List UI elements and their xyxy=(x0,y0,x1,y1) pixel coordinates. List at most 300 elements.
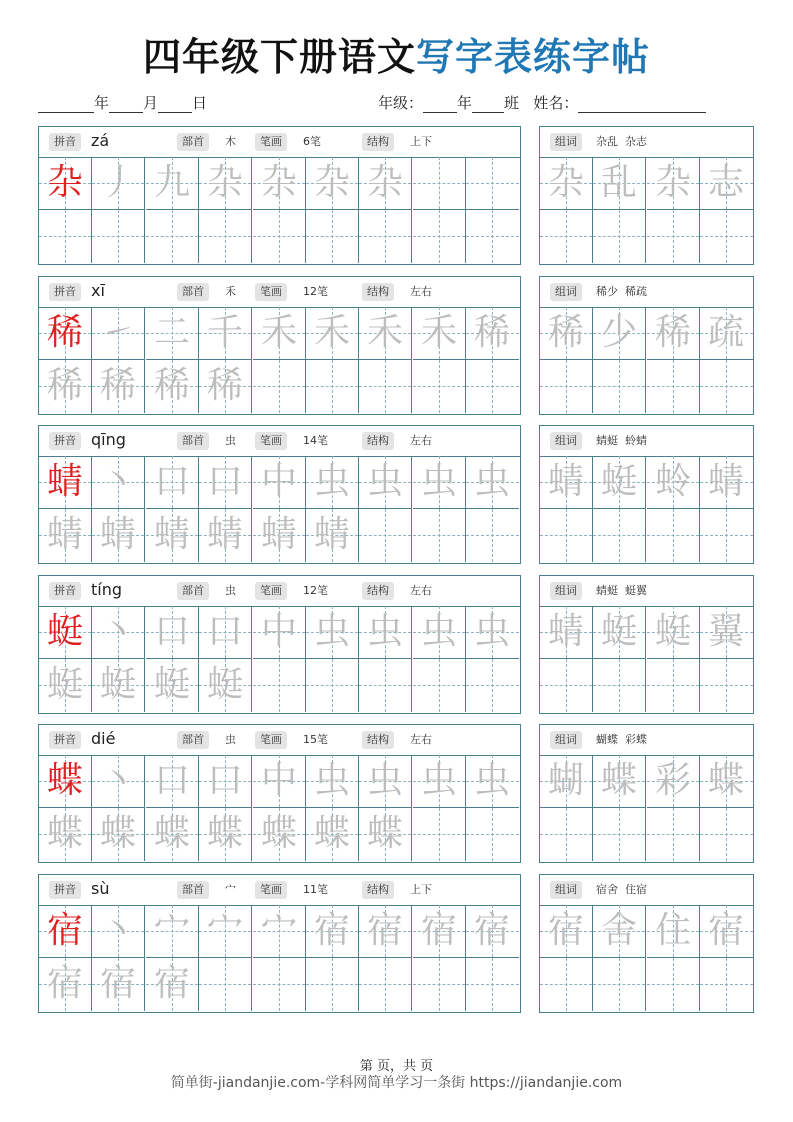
grid-cell[interactable] xyxy=(92,659,145,712)
grid-cell[interactable] xyxy=(146,905,199,958)
grid-cell[interactable] xyxy=(253,456,306,509)
grid-cell[interactable] xyxy=(306,606,359,659)
grid-guide-vertical xyxy=(566,360,567,413)
stroke-order-char: 虫 xyxy=(366,760,403,801)
grid-cell[interactable] xyxy=(647,456,700,509)
stroke-order-char: 蝶 xyxy=(313,813,350,854)
grid-cell[interactable] xyxy=(199,307,252,360)
stroke-order-char: 宀 xyxy=(260,910,297,951)
grid-cell[interactable] xyxy=(92,905,145,958)
grid-cell[interactable] xyxy=(466,755,519,808)
grid-cell[interactable] xyxy=(146,606,199,659)
grid-cell[interactable] xyxy=(593,509,646,562)
grid-cell[interactable] xyxy=(359,958,412,1011)
grid-cell[interactable] xyxy=(466,360,519,413)
grid-cell[interactable] xyxy=(647,360,700,413)
grid-cell[interactable] xyxy=(359,210,412,263)
grid-cell[interactable] xyxy=(359,509,412,562)
grid-cell[interactable] xyxy=(647,755,700,808)
stroke-order-char xyxy=(92,210,144,262)
radical-value: 宀 xyxy=(225,883,236,896)
card-header xyxy=(39,875,520,906)
grid-cell[interactable] xyxy=(39,360,92,413)
grid-cell[interactable] xyxy=(253,958,306,1011)
grid-cell[interactable] xyxy=(92,210,145,263)
char-card xyxy=(38,425,521,564)
grid-cell[interactable] xyxy=(253,307,306,360)
word-char: 宿 xyxy=(707,910,744,951)
strokes-tag: 笔画 xyxy=(255,881,287,899)
grid-cell[interactable] xyxy=(466,157,519,210)
stroke-order-char: 蝶 xyxy=(260,813,297,854)
grid-cell[interactable] xyxy=(700,755,753,808)
radical-tag: 部首 xyxy=(177,582,209,600)
student-line xyxy=(378,92,706,113)
grid-cell[interactable] xyxy=(700,307,753,360)
stroke-order-char: 宿 xyxy=(420,910,457,951)
word-char: 杂 xyxy=(654,162,691,203)
grid-cell[interactable] xyxy=(359,307,412,360)
grid-cell[interactable] xyxy=(466,307,519,360)
radical-value: 木 xyxy=(225,135,236,148)
grid-guide-vertical xyxy=(726,509,727,562)
grid-cell[interactable] xyxy=(647,905,700,958)
grid-cell[interactable] xyxy=(306,659,359,712)
grid-cell[interactable] xyxy=(593,210,646,263)
words-tag: 组词 xyxy=(550,283,582,301)
stroke-order-char: 蜓 xyxy=(99,664,136,705)
stroke-order-char: 虫 xyxy=(420,760,457,801)
grid-cell[interactable] xyxy=(92,307,145,360)
strokes-value: 14笔 xyxy=(303,434,328,447)
grid-cell[interactable] xyxy=(700,808,753,861)
grid-cell[interactable] xyxy=(359,905,412,958)
class-label: 班 xyxy=(504,94,520,112)
stroke-order-char: 禾 xyxy=(260,312,297,353)
grid-guide-vertical xyxy=(619,509,620,562)
structure-value: 上下 xyxy=(410,135,432,148)
grid-cell[interactable] xyxy=(92,808,145,861)
grid-cell[interactable] xyxy=(466,606,519,659)
stroke-order-char: 宿 xyxy=(313,910,350,951)
model-char: 稀 xyxy=(46,312,83,353)
grid-cell[interactable] xyxy=(540,808,593,861)
grid-guide-vertical xyxy=(566,958,567,1011)
strokes-value: 11笔 xyxy=(303,883,328,896)
grid-cell[interactable] xyxy=(39,755,92,808)
grid-cell[interactable] xyxy=(146,360,199,413)
grid-cell[interactable] xyxy=(413,509,466,562)
stroke-order-char: 蜓 xyxy=(206,664,243,705)
stroke-order-char xyxy=(466,509,518,561)
grid-cell[interactable] xyxy=(413,307,466,360)
grid-cell[interactable] xyxy=(306,157,359,210)
grid-cell[interactable] xyxy=(466,456,519,509)
grid-cell[interactable] xyxy=(306,808,359,861)
grid-cell[interactable] xyxy=(253,509,306,562)
grid-cell[interactable] xyxy=(199,360,252,413)
model-char: 宿 xyxy=(46,910,83,951)
stroke-order-char: 稀 xyxy=(46,365,83,406)
card-header xyxy=(39,127,520,158)
grid-cell[interactable] xyxy=(359,456,412,509)
stroke-order-char: 稀 xyxy=(473,312,510,353)
words-value: 蝴蝶 彩蝶 xyxy=(596,733,647,746)
grid-cell[interactable] xyxy=(306,360,359,413)
pinyin-tag: 拼音 xyxy=(49,432,81,450)
grid-cell[interactable] xyxy=(466,905,519,958)
grid-cell[interactable] xyxy=(700,606,753,659)
words-value: 蜻蜓 蛉蜻 xyxy=(596,434,647,447)
grid-cell[interactable] xyxy=(146,307,199,360)
stroke-order-char: 杂 xyxy=(366,162,403,203)
radical-tag: 部首 xyxy=(177,432,209,450)
stroke-order-char: 丶 xyxy=(99,910,136,951)
words-tag: 组词 xyxy=(550,582,582,600)
structure-tag: 结构 xyxy=(362,582,394,600)
class-blank[interactable] xyxy=(472,98,504,113)
grid-cell[interactable] xyxy=(593,456,646,509)
grid-cell[interactable] xyxy=(146,157,199,210)
stroke-order-char xyxy=(359,210,411,262)
grid-cell[interactable] xyxy=(413,157,466,210)
stroke-order-char: 蝶 xyxy=(99,813,136,854)
grid-cell[interactable] xyxy=(92,509,145,562)
pinyin-tag: 拼音 xyxy=(49,731,81,749)
grid-cell[interactable] xyxy=(700,360,753,413)
stroke-order-char xyxy=(359,958,411,1010)
grid-cell[interactable] xyxy=(39,157,92,210)
stroke-order-char: 稀 xyxy=(206,365,243,406)
grid-cell[interactable] xyxy=(39,606,92,659)
stroke-order-char: 虫 xyxy=(366,611,403,652)
grid-cell[interactable] xyxy=(413,808,466,861)
name-label: 姓名： xyxy=(533,94,579,112)
grid-guide-vertical xyxy=(566,659,567,712)
grid-cell[interactable] xyxy=(199,456,252,509)
grid-cell[interactable] xyxy=(146,509,199,562)
grid-cell[interactable] xyxy=(413,456,466,509)
strokes-value: 6笔 xyxy=(303,135,321,148)
stroke-order-char: 杂 xyxy=(260,162,297,203)
stroke-order-char xyxy=(199,958,251,1010)
grid-cell[interactable] xyxy=(413,958,466,1011)
grid-cell[interactable] xyxy=(413,905,466,958)
grid-cell[interactable] xyxy=(39,659,92,712)
grid-cell[interactable] xyxy=(540,905,593,958)
grid-cell[interactable] xyxy=(306,307,359,360)
grid-cell[interactable] xyxy=(306,210,359,263)
grid-cell[interactable] xyxy=(540,958,593,1011)
grid-cell[interactable] xyxy=(199,755,252,808)
grid-cell[interactable] xyxy=(540,659,593,712)
stroke-order-char: 宀 xyxy=(206,910,243,951)
structure-value: 上下 xyxy=(410,883,432,896)
grid-cell[interactable] xyxy=(146,755,199,808)
words-value: 蜻蜓 蜓翼 xyxy=(596,584,647,597)
grid-cell[interactable] xyxy=(199,905,252,958)
grid-cell[interactable] xyxy=(466,958,519,1011)
words-tag: 组词 xyxy=(550,881,582,899)
grid-cell[interactable] xyxy=(413,360,466,413)
grid-cell[interactable] xyxy=(540,157,593,210)
char-card xyxy=(38,276,521,415)
structure-value: 左右 xyxy=(410,434,432,447)
model-char: 杂 xyxy=(46,162,83,203)
grid-cell[interactable] xyxy=(700,157,753,210)
grid-cell[interactable] xyxy=(359,659,412,712)
word-char: 志 xyxy=(707,162,744,203)
words-value: 稀少 稀疏 xyxy=(596,285,647,298)
grid-cell[interactable] xyxy=(199,157,252,210)
grid-cell[interactable] xyxy=(92,958,145,1011)
grid-guide-vertical xyxy=(673,360,674,413)
stroke-order-char: 中 xyxy=(260,461,297,502)
grid-cell[interactable] xyxy=(647,659,700,712)
grid-cell[interactable] xyxy=(92,456,145,509)
grid-cell[interactable] xyxy=(92,755,145,808)
grid-guide-vertical xyxy=(673,958,674,1011)
grid-cell[interactable] xyxy=(540,210,593,263)
grid-cell[interactable] xyxy=(466,509,519,562)
word-char: 乱 xyxy=(600,162,637,203)
stroke-order-char: 口 xyxy=(206,461,243,502)
stroke-order-char xyxy=(466,958,518,1010)
grid-cell[interactable] xyxy=(92,157,145,210)
words-card xyxy=(539,276,754,415)
grid-cell[interactable] xyxy=(540,509,593,562)
words-tag: 组词 xyxy=(550,731,582,749)
grid-cell[interactable] xyxy=(253,755,306,808)
word-char: 稀 xyxy=(654,312,691,353)
grid-guide-vertical xyxy=(673,659,674,712)
grade-label: 年级： xyxy=(378,94,424,112)
grid-cell[interactable] xyxy=(540,307,593,360)
grid-cell[interactable] xyxy=(306,905,359,958)
stroke-order-char: ㇀ xyxy=(99,312,136,353)
grid-cell[interactable] xyxy=(199,958,252,1011)
stroke-order-char xyxy=(466,210,518,262)
grid-cell[interactable] xyxy=(593,606,646,659)
grid-cell[interactable] xyxy=(700,905,753,958)
grid-cell[interactable] xyxy=(647,808,700,861)
stroke-order-char xyxy=(413,360,465,412)
date-line xyxy=(38,92,207,113)
grid-cell[interactable] xyxy=(700,456,753,509)
grid-cell[interactable] xyxy=(593,157,646,210)
grid-cell[interactable] xyxy=(146,659,199,712)
grid-cell[interactable] xyxy=(593,958,646,1011)
grid-cell[interactable] xyxy=(39,456,92,509)
grid-cell[interactable] xyxy=(146,808,199,861)
grid-cell[interactable] xyxy=(593,905,646,958)
grid-cell[interactable] xyxy=(39,210,92,263)
word-char: 舍 xyxy=(600,910,637,951)
stroke-order-char: 宿 xyxy=(153,963,190,1004)
stroke-order-char: 口 xyxy=(153,461,190,502)
grid-cell[interactable] xyxy=(253,360,306,413)
stroke-order-char xyxy=(253,360,305,412)
grid-cell[interactable] xyxy=(92,360,145,413)
grid-cell[interactable] xyxy=(199,606,252,659)
stroke-order-char: 千 xyxy=(206,312,243,353)
word-char: 稀 xyxy=(547,312,584,353)
words-value: 宿舍 住宿 xyxy=(596,883,647,896)
page-number: 第 页，共 页 xyxy=(359,1059,434,1074)
grid-cell[interactable] xyxy=(700,958,753,1011)
grid-cell[interactable] xyxy=(359,755,412,808)
stroke-order-char: 虫 xyxy=(473,461,510,502)
year-blank[interactable] xyxy=(38,98,94,113)
stroke-order-char xyxy=(413,659,465,711)
words-card xyxy=(539,575,754,714)
grid-cell[interactable] xyxy=(39,958,92,1011)
grid-cell[interactable] xyxy=(593,307,646,360)
grid-cell[interactable] xyxy=(647,958,700,1011)
grid-cell[interactable] xyxy=(466,210,519,263)
grid-cell[interactable] xyxy=(199,808,252,861)
grid-cell[interactable] xyxy=(253,808,306,861)
stroke-order-char: 宿 xyxy=(99,963,136,1004)
name-blank[interactable] xyxy=(578,98,706,113)
pinyin-value: sù xyxy=(91,879,110,898)
grid-guide-vertical xyxy=(619,659,620,712)
grid-cell[interactable] xyxy=(253,606,306,659)
grid-cell[interactable] xyxy=(700,210,753,263)
grid-cell[interactable] xyxy=(647,307,700,360)
grid-cell[interactable] xyxy=(306,509,359,562)
grid-cell[interactable] xyxy=(306,456,359,509)
grid-cell[interactable] xyxy=(39,307,92,360)
structure-value: 左右 xyxy=(410,285,432,298)
grid-cell[interactable] xyxy=(593,659,646,712)
stroke-order-char xyxy=(359,659,411,711)
word-char: 宿 xyxy=(547,910,584,951)
words-header xyxy=(540,576,753,607)
word-char: 蝶 xyxy=(707,760,744,801)
day-blank[interactable] xyxy=(158,98,192,113)
grid-cell[interactable] xyxy=(647,210,700,263)
grid-cell[interactable] xyxy=(39,808,92,861)
grid-cell[interactable] xyxy=(593,808,646,861)
grid-cell[interactable] xyxy=(146,210,199,263)
grid-cell[interactable] xyxy=(39,509,92,562)
grid-cell[interactable] xyxy=(359,808,412,861)
grid-cell[interactable] xyxy=(466,659,519,712)
grid-cell[interactable] xyxy=(199,659,252,712)
word-char: 蜻 xyxy=(547,461,584,502)
words-header xyxy=(540,277,753,308)
grid-cell[interactable] xyxy=(647,157,700,210)
stroke-order-char: 口 xyxy=(206,611,243,652)
grid-cell[interactable] xyxy=(306,958,359,1011)
stroke-order-char xyxy=(199,210,251,262)
grid-cell[interactable] xyxy=(466,808,519,861)
grid-cell[interactable] xyxy=(540,456,593,509)
pinyin-tag: 拼音 xyxy=(49,283,81,301)
stroke-order-char: 宿 xyxy=(366,910,403,951)
structure-tag: 结构 xyxy=(362,731,394,749)
word-char: 少 xyxy=(600,312,637,353)
pinyin-value: xī xyxy=(91,281,105,300)
grid-guide-vertical xyxy=(726,210,727,263)
grid-cell[interactable] xyxy=(540,360,593,413)
grid-cell[interactable] xyxy=(593,755,646,808)
grid-cell[interactable] xyxy=(413,659,466,712)
stroke-order-char: 二 xyxy=(153,312,190,353)
strokes-value: 12笔 xyxy=(303,584,328,597)
words-card xyxy=(539,724,754,863)
grid-cell[interactable] xyxy=(647,606,700,659)
structure-tag: 结构 xyxy=(362,283,394,301)
stroke-order-char: 丶 xyxy=(99,611,136,652)
grid-cell[interactable] xyxy=(253,659,306,712)
stroke-order-char: 丿 xyxy=(99,162,136,203)
grade-blank[interactable] xyxy=(423,98,457,113)
stroke-order-char xyxy=(146,210,198,262)
grid-cell[interactable] xyxy=(700,659,753,712)
stroke-order-char: 杂 xyxy=(206,162,243,203)
stroke-order-char xyxy=(306,958,358,1010)
radical-tag: 部首 xyxy=(177,731,209,749)
month-blank[interactable] xyxy=(109,98,143,113)
day-label: 日 xyxy=(192,94,208,112)
pinyin-value: tíng xyxy=(91,580,123,599)
grid-cell[interactable] xyxy=(306,755,359,808)
stroke-order-char xyxy=(466,360,518,412)
stroke-order-char: 宿 xyxy=(473,910,510,951)
stroke-order-char xyxy=(253,659,305,711)
strokes-value: 12笔 xyxy=(303,285,328,298)
words-tag: 组词 xyxy=(550,133,582,151)
grid-cell[interactable] xyxy=(199,210,252,263)
word-char: 蜓 xyxy=(654,611,691,652)
grid-cell[interactable] xyxy=(540,606,593,659)
grid-cell[interactable] xyxy=(413,210,466,263)
pinyin-value: zá xyxy=(91,131,110,150)
grid-cell[interactable] xyxy=(199,509,252,562)
grid-cell[interactable] xyxy=(146,456,199,509)
stroke-order-char: 稀 xyxy=(153,365,190,406)
strokes-tag: 笔画 xyxy=(255,432,287,450)
grid-cell[interactable] xyxy=(647,509,700,562)
word-char: 翼 xyxy=(707,611,744,652)
grid-cell[interactable] xyxy=(413,606,466,659)
strokes-tag: 笔画 xyxy=(255,731,287,749)
grid-cell[interactable] xyxy=(359,606,412,659)
stroke-order-char: 蜓 xyxy=(153,664,190,705)
grid-cell[interactable] xyxy=(253,905,306,958)
grid-cell[interactable] xyxy=(146,958,199,1011)
grid-cell[interactable] xyxy=(540,755,593,808)
grid-cell[interactable] xyxy=(92,606,145,659)
grid-cell[interactable] xyxy=(253,210,306,263)
word-char: 疏 xyxy=(707,312,744,353)
card-header xyxy=(39,277,520,308)
grid-cell[interactable] xyxy=(593,360,646,413)
grid-cell[interactable] xyxy=(359,360,412,413)
grid-cell[interactable] xyxy=(413,755,466,808)
radical-value: 虫 xyxy=(225,733,236,746)
grid-cell[interactable] xyxy=(700,509,753,562)
char-card xyxy=(38,874,521,1013)
grid-cell[interactable] xyxy=(359,157,412,210)
grid-cell[interactable] xyxy=(39,905,92,958)
grid-guide-vertical xyxy=(726,958,727,1011)
grid-cell[interactable] xyxy=(253,157,306,210)
structure-tag: 结构 xyxy=(362,432,394,450)
stroke-order-char: 宿 xyxy=(46,963,83,1004)
